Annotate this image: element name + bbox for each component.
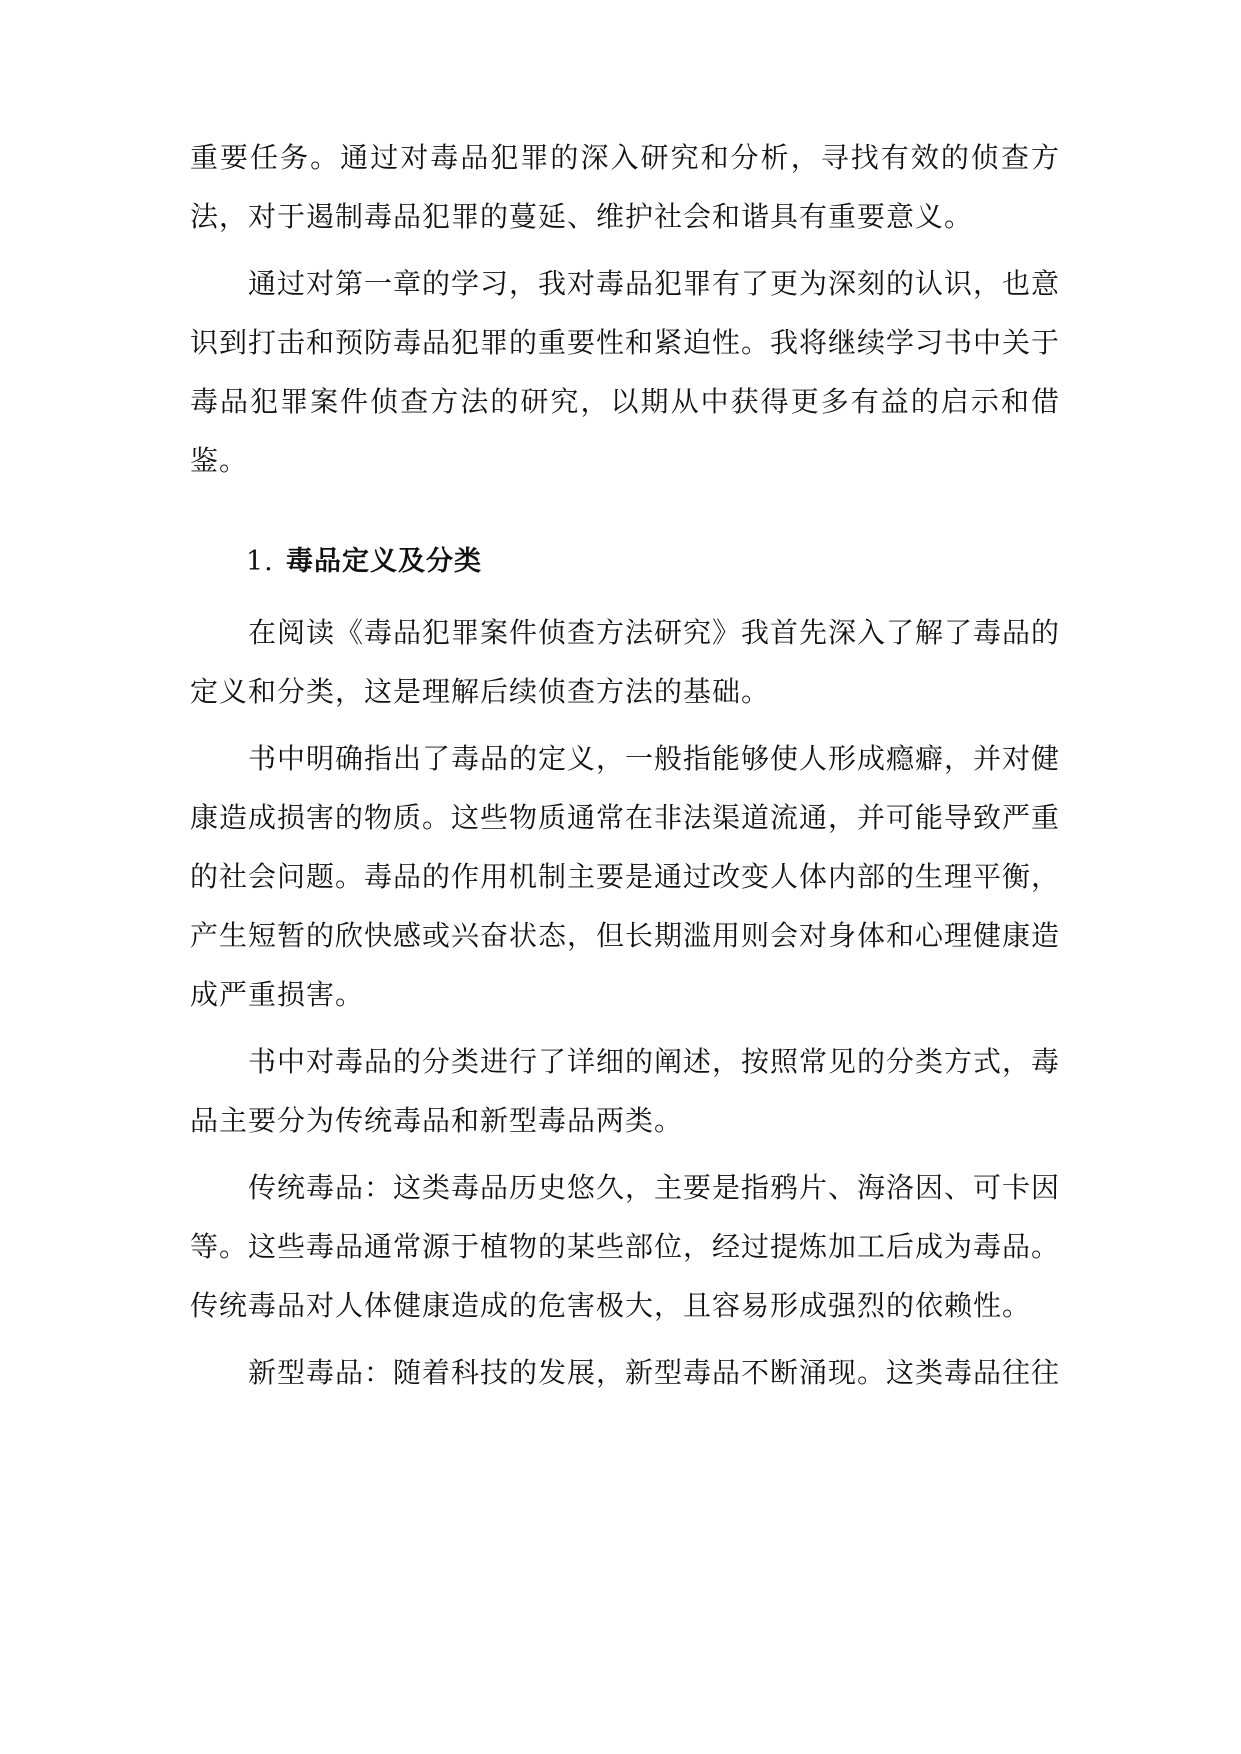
section-heading xyxy=(190,532,1060,591)
paragraph-chapter-summary: 通过对第一章的学习，我对毒品犯罪有了更为深刻的认识，也意识到打击和预防毒品犯罪的重要性和紧迫性。我将继续学习书中关于毒品犯罪案件侦查方法的研究，以期从中获得更多有益的启示和借鉴。 xyxy=(190,267,1061,477)
paragraph-continuation: 重要任务。通过对毒品犯罪的深入研究和分析，寻找有效的侦查方法，对于遏制毒品犯罪的蔓延、维护社会和谐具有重要意义。 xyxy=(190,141,1060,233)
paragraph-definition: 书中明确指出了毒品的定义，一般指能够使人形成瘾癖，并对健康造成损害的物质。这些物质通常在非法渠道流通，并可能导致严重的社会问题。毒品的作用机制主要是通过改变人体内部的生理平衡，产生短暂的欣快感或兴奋状态，但长期滥用则会对身体和心理健康造成严重损害。 xyxy=(190,742,1061,1011)
paragraph-new-drugs: 新型毒品：随着科技的发展，新型毒品不断涌现。这类毒品往往 xyxy=(248,1356,1061,1389)
section-number: 1. xyxy=(246,546,274,577)
paragraph-classification: 书中对毒品的分类进行了详细的阐述，按照常见的分类方式，毒品主要分为传统毒品和新型毒品两类。 xyxy=(190,1045,1061,1137)
section-title: 毒品定义及分类 xyxy=(286,546,482,577)
paragraph-traditional-drugs: 传统毒品：这类毒品历史悠久，主要是指鸦片、海洛因、可卡因等。这些毒品通常源于植物的某些部位，经过提炼加工后成为毒品。传统毒品对人体健康造成的危害极大，且容易形成强烈的依赖性。 xyxy=(190,1171,1061,1322)
document-body xyxy=(190,128,1060,1402)
paragraph-intro: 在阅读《毒品犯罪案件侦查方法研究》我首先深入了解了毒品的定义和分类，这是理解后续侦查方法的基础。 xyxy=(190,616,1061,708)
